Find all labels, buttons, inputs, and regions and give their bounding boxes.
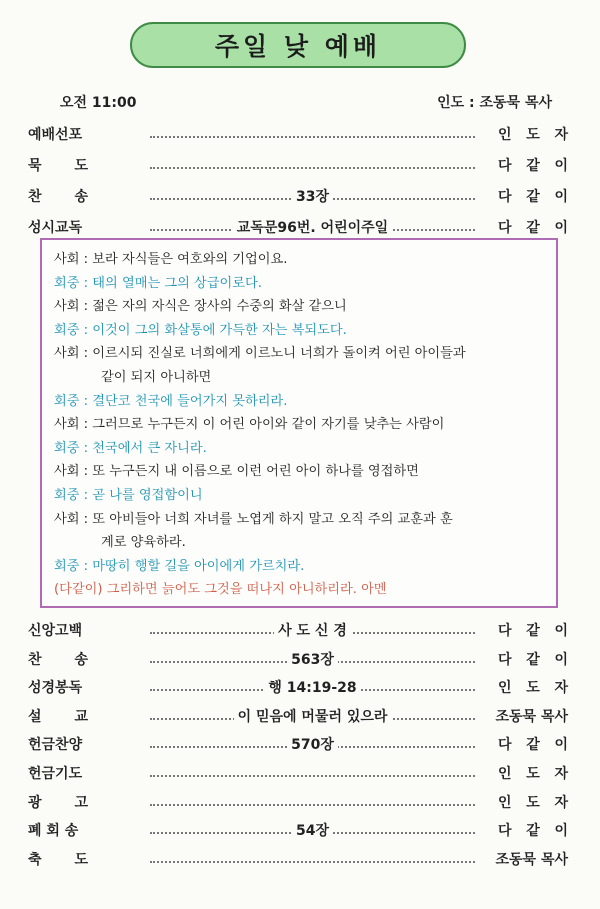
reading-line: 사회 : 젊은 자의 자식은 장사의 수중의 화살 같으니 — [54, 299, 347, 315]
reading-line: 회중 : 마땅히 행할 길을 아이에게 가르치라. — [54, 558, 305, 574]
service-leader: 인도 : 조동묵 목사 — [437, 95, 552, 111]
service-item — [28, 186, 572, 208]
service-item-detail: 33장 — [292, 189, 333, 205]
reading-line: 회중 : 천국에서 큰 자니라. — [54, 440, 207, 456]
service-item — [28, 849, 572, 871]
reading-line: 사회 : 또 아비들아 너희 자녀를 노엽게 하지 말고 오직 주의 교훈과 훈 — [54, 511, 453, 527]
service-item-label: 헌금기도 — [28, 766, 83, 782]
service-item-label: 신앙고백 — [28, 623, 83, 639]
service-item-detail: 563장 — [287, 652, 338, 668]
reading-line: 회중 : 곧 나를 영접함이니 — [54, 488, 203, 503]
service-item-label: 폐 회 송 — [28, 823, 79, 840]
service-item — [28, 124, 572, 146]
leader-dots — [150, 804, 475, 806]
service-item-participant: 인 도 자 — [498, 127, 568, 143]
service-item-label: 축 도 — [28, 851, 88, 868]
service-item-label: 헌금찬양 — [28, 737, 83, 754]
service-item — [28, 620, 572, 642]
reading-line: (다같이) 그리하면 늙어도 그것을 떠나지 아니하리라. 아멘 — [54, 582, 387, 598]
service-item-participant: 인 도 자 — [498, 680, 568, 697]
service-item — [28, 792, 572, 814]
service-item-participant: 다 같 이 — [498, 158, 568, 174]
service-item-detail: 사 도 신 경 — [274, 623, 351, 639]
service-item-participant: 다 같 이 — [498, 737, 568, 754]
service-item-detail: 570장 — [287, 737, 338, 753]
service-item — [28, 763, 572, 785]
reading-line: 사회 : 또 누구든지 내 이름으로 이런 어린 아이 하나를 영접하면 — [54, 464, 419, 480]
service-item — [28, 155, 572, 177]
leader-dots — [150, 167, 475, 169]
service-item-participant: 다 같 이 — [498, 651, 568, 668]
responsive-reading-box — [40, 238, 558, 608]
service-item-label: 찬 송 — [28, 189, 88, 205]
service-item-detail: 행 14:19-28 — [264, 680, 360, 696]
reading-line: 사회 : 이르시되 진실로 너희에게 이르노니 너희가 돌이켜 어린 아이들과 — [54, 346, 466, 362]
service-item — [28, 677, 572, 699]
reading-line: 같이 되지 아니하면 — [101, 370, 212, 385]
reading-line: 사회 : 보라 자식들은 여호와의 기업이요. — [54, 252, 288, 267]
service-item — [28, 217, 572, 239]
service-item-participant: 조동묵 목사 — [495, 851, 568, 868]
service-item-detail: 교독문96번. 어린이주일 — [233, 220, 392, 236]
reading-line: 사회 : 그러므로 누구든지 이 어린 아이와 같이 자기를 낮추는 사람이 — [54, 417, 445, 433]
service-time: 오전 11:00 — [60, 95, 137, 111]
service-item-label: 예배선포 — [28, 127, 83, 143]
service-item-participant: 조동묵 목사 — [495, 708, 568, 725]
service-item-label: 성시교독 — [28, 220, 83, 236]
reading-line: 회중 : 태의 열매는 그의 상급이로다. — [54, 275, 262, 291]
service-item-participant: 다 같 이 — [498, 623, 568, 639]
service-item-detail: 이 믿음에 머물러 있으라 — [234, 709, 392, 725]
service-item-participant: 다 같 이 — [498, 220, 568, 236]
leader-dots — [150, 136, 475, 138]
service-item-participant: 인 도 자 — [498, 794, 568, 811]
service-item-label: 찬 송 — [28, 651, 88, 668]
service-item-participant: 인 도 자 — [498, 766, 568, 782]
service-item — [28, 706, 572, 728]
leader-dots — [150, 861, 475, 863]
service-item-label: 광 고 — [28, 794, 88, 811]
service-item — [28, 734, 572, 756]
service-item-participant: 다 같 이 — [498, 823, 568, 840]
leader-dots — [150, 775, 475, 777]
service-item-label: 성경봉독 — [28, 680, 83, 697]
reading-line: 계로 양육하라. — [101, 535, 186, 551]
service-item-participant: 다 같 이 — [498, 189, 568, 205]
reading-line: 회중 : 이것이 그의 화살통에 가득한 자는 복되도다. — [54, 322, 347, 338]
service-item-detail: 54장 — [292, 823, 333, 839]
service-item-label: 설 교 — [28, 708, 88, 725]
reading-line: 회중 : 결단코 천국에 들어가지 못하리라. — [54, 393, 288, 409]
service-item-label: 묵 도 — [28, 158, 88, 174]
service-item — [28, 820, 572, 842]
page-title: 주일 낮 예배 — [130, 22, 466, 68]
service-item — [28, 649, 572, 671]
